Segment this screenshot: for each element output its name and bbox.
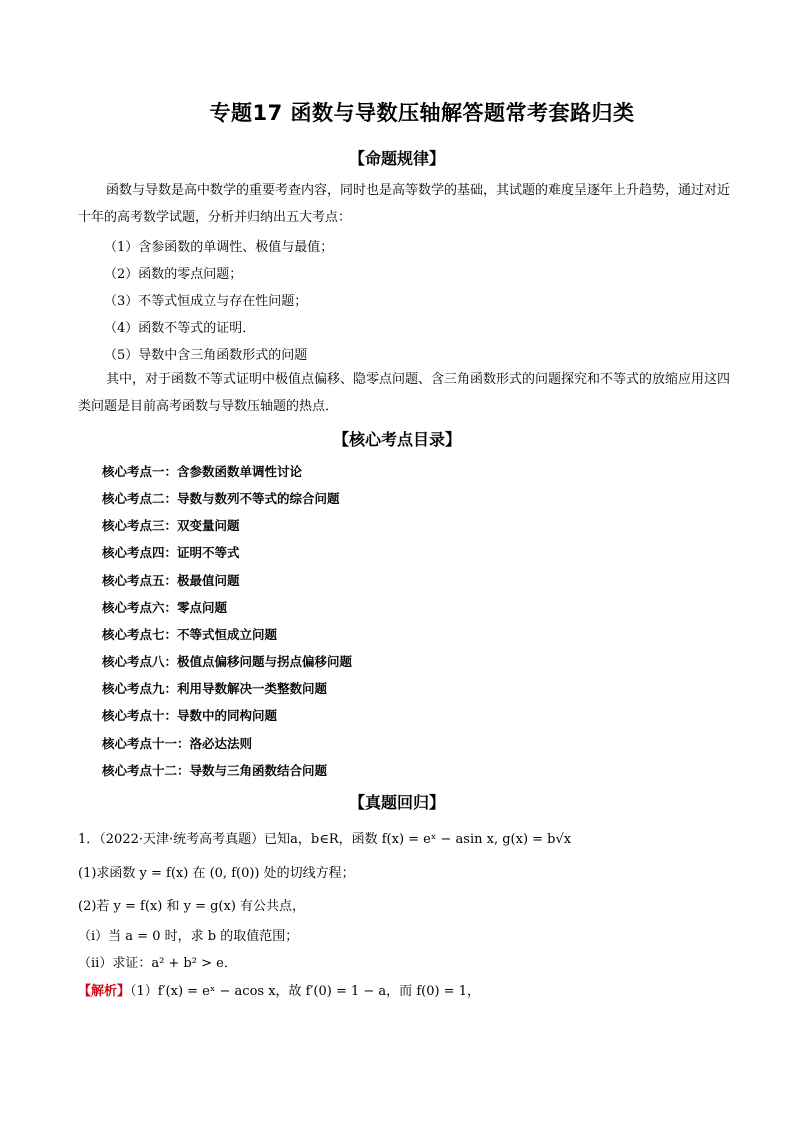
keypoint-item: 核心考点四：证明不等式: [102, 545, 240, 560]
keypoint-item: 核心考点十一：洛必达法则: [102, 736, 253, 751]
intro-paragraph-2: 其中，对于函数不等式证明中极值点偏移、隐零点问题、含三角函数形式的问题探究和不等式的放缩应用这四类问题是目前高考函数与导数压轴题的热点．: [78, 372, 731, 414]
section-heading-directory: 【核心考点目录】: [332, 430, 461, 449]
keypoint-item: 核心考点六：零点问题: [102, 600, 228, 615]
intro-item: （5）导数中含三角函数形式的问题: [104, 348, 308, 363]
analysis-line: [78, 980, 480, 999]
page-title: 专题17 函数与导数压轴解答题常考套路归类: [209, 101, 635, 125]
intro-paragraph: 函数与导数是高中数学的重要考查内容，同时也是高等数学的基础，其试题的难度呈逐年上升趋势，通过对近十年的高考数学试题，分析并归纳出五大考点：: [78, 183, 731, 225]
problem-part-2: (2)若 y = f(x) 和 y = g(x) 有公共点，: [78, 899, 306, 914]
problem-part-1: (1)求函数 y = f(x) 在 (0, f(0)) 处的切线方程；: [78, 866, 355, 881]
intro-item: （2）函数的零点问题；: [104, 267, 243, 282]
keypoint-item: 核心考点五：极最值问题: [102, 573, 240, 588]
intro-item: （3）不等式恒成立与存在性问题；: [104, 294, 308, 309]
keypoint-item: 核心考点二：导数与数列不等式的综合问题: [102, 491, 340, 506]
section-heading-review: 【真题回归】: [348, 793, 445, 812]
intro-item: （4）函数不等式的证明．: [104, 321, 256, 336]
problem-subpart-i: （i）当 a = 0 时，求 b 的取值范围；: [78, 929, 299, 944]
section-heading-law: 【命题规律】: [348, 149, 445, 168]
keypoint-item: 核心考点三：双变量问题: [102, 518, 240, 533]
keypoint-item: 核心考点十：导数中的同构问题: [102, 708, 278, 723]
analysis-text: （1）f′(x) = eˣ − acos x，故 f′(0) = 1 − a，而 f(0) = 1，: [130, 984, 480, 999]
analysis-label: 【解析】: [78, 984, 131, 999]
intro-item: （1）含参函数的单调性、极值与最值；: [104, 240, 334, 255]
keypoint-item: 核心考点八：极值点偏移问题与拐点偏移问题: [102, 654, 353, 669]
keypoint-item: 核心考点七：不等式恒成立问题: [102, 627, 278, 642]
problem-statement: 1．（2022·天津·统考高考真题）已知a，b∈R，函数 f(x) = eˣ − asin x, g(x) = b√x: [78, 832, 572, 847]
problem-subpart-ii: （ii）求证：a² + b² > e．: [78, 956, 237, 971]
keypoint-item: 核心考点九：利用导数解决一类整数问题: [102, 681, 328, 696]
keypoint-item: 核心考点十二：导数与三角函数结合问题: [102, 763, 328, 778]
keypoint-item: 核心考点一：含参数函数单调性讨论: [102, 464, 303, 479]
